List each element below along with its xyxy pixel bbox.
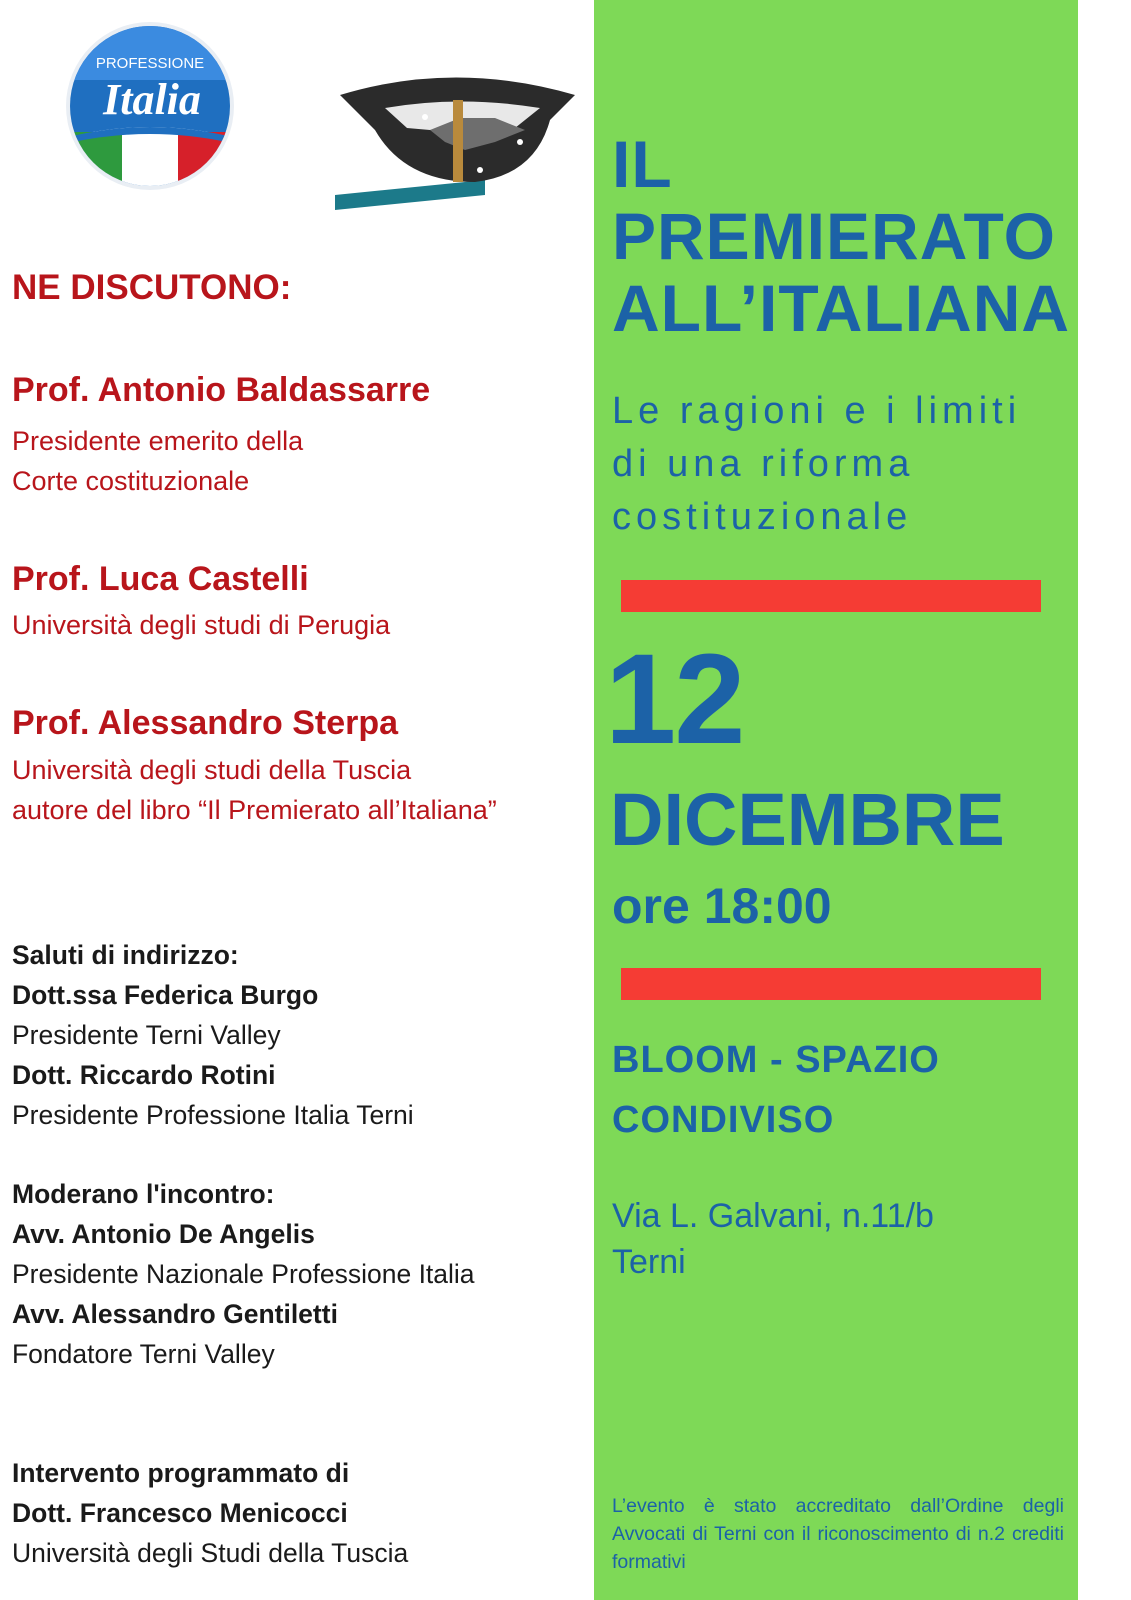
moderator-2-name: Avv. Alessandro Gentiletti [12,1299,338,1329]
speaker-3-role-line1: Università degli studi della Tuscia [12,755,412,785]
greeting-2-name: Dott. Riccardo Rotini [12,1060,276,1090]
speaker-3-role-line2: autore del libro “Il Premierato all’Italiana” [12,795,497,825]
event-title-line3: ALL’ITALIANA [612,271,1071,345]
accreditation-note: L’evento è stato accreditato dall’Ordine degli Avvocati di Terni con il riconoscimento di n.2 crediti formativi [612,1495,1064,1573]
speaker-1-role-line2: Corte costituzionale [12,466,250,496]
event-day: 12 [605,628,744,771]
moderator-1-role: Presidente Nazionale Professione Italia [12,1259,475,1289]
intervention-role: Università degli Studi della Tuscia [12,1538,409,1568]
address-line2: Terni [612,1243,686,1281]
event-subtitle-line2: di una riforma [612,443,915,485]
event-subtitle-line1: Le ragioni e i limiti [612,390,1022,432]
intervention-label: Intervento programmato di [12,1458,350,1488]
event-month: DICEMBRE [610,778,1005,861]
venue-line1: BLOOM - SPAZIO [612,1039,940,1081]
venue-address [612,1193,1052,1285]
address-line1: Via L. Galvani, n.11/b [612,1197,934,1235]
speakers-heading: NE DISCUTONO: [12,268,292,307]
emblem-icon [335,70,595,220]
divider-bar-top [621,580,1041,612]
speaker-2-name: Prof. Luca Castelli [12,560,309,598]
logo-line1: PROFESSIONE [95,55,205,72]
speaker-1-role-line1: Presidente emerito della [12,426,304,456]
venue-line2: CONDIVISO [612,1099,835,1141]
logo-line2: Italia [103,75,201,124]
event-title-line2: PREMIERATO [612,199,1056,273]
greeting-2-role: Presidente Professione Italia Terni [12,1100,414,1130]
event-time: ore 18:00 [612,878,832,934]
venue-name [612,1030,1052,1150]
greeting-1-role: Presidente Terni Valley [12,1020,281,1050]
speaker-2-role: Università degli studi di Perugia [12,610,391,640]
event-title-line1: IL [612,127,673,201]
intervention-name: Dott. Francesco Menicocci [12,1498,348,1528]
professione-italia-logo [64,20,236,192]
greeting-1-name: Dott.ssa Federica Burgo [12,980,319,1010]
moderator-1-name: Avv. Antonio De Angelis [12,1219,315,1249]
moderators-label: Moderano l'incontro: [12,1179,275,1209]
speaker-1-name: Prof. Antonio Baldassarre [12,371,431,409]
greetings-label: Saluti di indirizzo: [12,940,239,970]
event-subtitle-line3: costituzionale [612,496,913,538]
moderator-2-role: Fondatore Terni Valley [12,1339,275,1369]
speaker-3-name: Prof. Alessandro Sterpa [12,704,399,742]
event-subtitle [612,385,1072,544]
event-title [612,128,1082,344]
divider-bar-bottom [621,968,1041,1000]
